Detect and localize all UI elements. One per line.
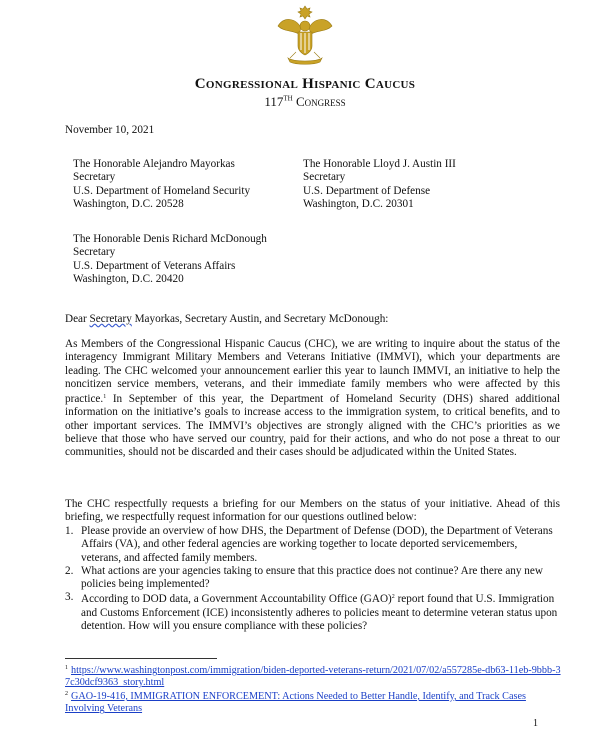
caucus-name: Congressional Hispanic Caucus [194, 76, 416, 92]
recipient-title: Secretary [73, 171, 116, 184]
footnote-2-link[interactable]: GAO-19-416, IMMIGRATION ENFORCEMENT: Actions Needed to Better Handle, Identify, and Track Cases Involving Veterans [65, 691, 526, 715]
questions-list [65, 525, 560, 633]
recipient-city: Washington, D.C. 20528 [73, 197, 184, 210]
recipient-title: Secretary [303, 171, 346, 184]
house-seal-eagle-icon [274, 2, 336, 66]
footnote-ref-1: 1 [103, 394, 107, 401]
recipient-name: The Honorable Alejandro Mayorkas [73, 158, 235, 170]
recipient-name: The Honorable Lloyd J. Austin III [303, 158, 456, 170]
recipient-dept: U.S. Department of Veterans Affairs [73, 259, 236, 272]
footnote-ref-2: 2 [391, 594, 395, 601]
footnote-divider [65, 658, 217, 659]
recipient-title: Secretary [73, 246, 116, 259]
recipient-address-dhs [73, 158, 250, 211]
body-paragraph-1: As Members of the Congressional Hispanic Caucus (CHC), we are writing to inquire about the status of the interagency Immigrant Military Members and Veterans Initiative (IMMVI), which your departments are leading. The CHC welcomed your announcement earlier this year to launch IMMVI, an initiative to help the noncitizen service members, veterans, and their immediate family members who were affected by this practice.$^1$ In September of this year, the Department of Homeland Security (DHS) shared additional information on the initiative’s goals to increase access to the immigration system, to critical benefits, and to other important services. The IMMVI’s objectives are strongly aligned with the CHC’s priorities as we believe that those who have served our country, paid for their actions, and who do not pose a threat to our communities, should not be discarded and their cases should be adjudicated within the United States. [65, 338, 560, 459]
footnote-1: $^1$ https://www.washingtonpost.com/immigration/biden-deported-veterans-return/2021/07/02/a557285e-db63-11eb-9bbb-37c30dcf9363_story.html [65, 665, 561, 689]
recipient-city: Washington, D.C. 20301 [303, 197, 414, 210]
list-item: 1. Please provide an overview of how DHS, the Department of Defense (DOD), the Department of Veterans Affairs (VA), and other federal agencies are working together to locate deported servicemembers, veterans, and affected family members. [65, 525, 553, 564]
footnote-1-link[interactable]: https://www.washingtonpost.com/immigration/biden-deported-veterans-return/2021/07/02/a557285e-db63-11eb-9bbb-37c30dcf9363_story.html [65, 665, 561, 689]
recipient-address-va [73, 233, 267, 286]
list-item: 2. What actions are your agencies taking to ensure that this practice does not continue? Are there any new policies being implemented? [65, 564, 543, 591]
footnote-2: $^2$ GAO-19-416, IMMIGRATION ENFORCEMENT: Actions Needed to Better Handle, Identify, and Track Cases Involving Veterans [65, 691, 526, 715]
recipient-address-dod [303, 158, 456, 211]
recipient-name: The Honorable Denis Richard McDonough [73, 233, 267, 245]
recipient-city: Washington, D.C. 20420 [73, 272, 184, 285]
body-paragraph-2: The CHC respectfully requests a briefing for our Members on the status of your initiative. Ahead of this briefing, we respectfully request information for our questions outlined below: [65, 498, 560, 524]
list-item: 3. According to DOD data, a Government Accountability Office (GAO)$^2$ report found that U.S. Immigration and Customs Enforcement (ICE) inconsistently adheres to policies meant to determine veteran status upon detention. How will you ensure compliance with these policies? [65, 591, 558, 633]
recipient-dept: U.S. Department of Homeland Security [73, 184, 251, 197]
recipient-dept: U.S. Department of Defense [303, 184, 431, 197]
salutation: Dear Secretary Mayorkas, Secretary Austin, and Secretary McDonough: [65, 313, 389, 325]
letter-date: November 10, 2021 [65, 124, 155, 136]
page-number: 1 [533, 718, 538, 729]
congress-line: 117TH Congress [264, 94, 346, 109]
